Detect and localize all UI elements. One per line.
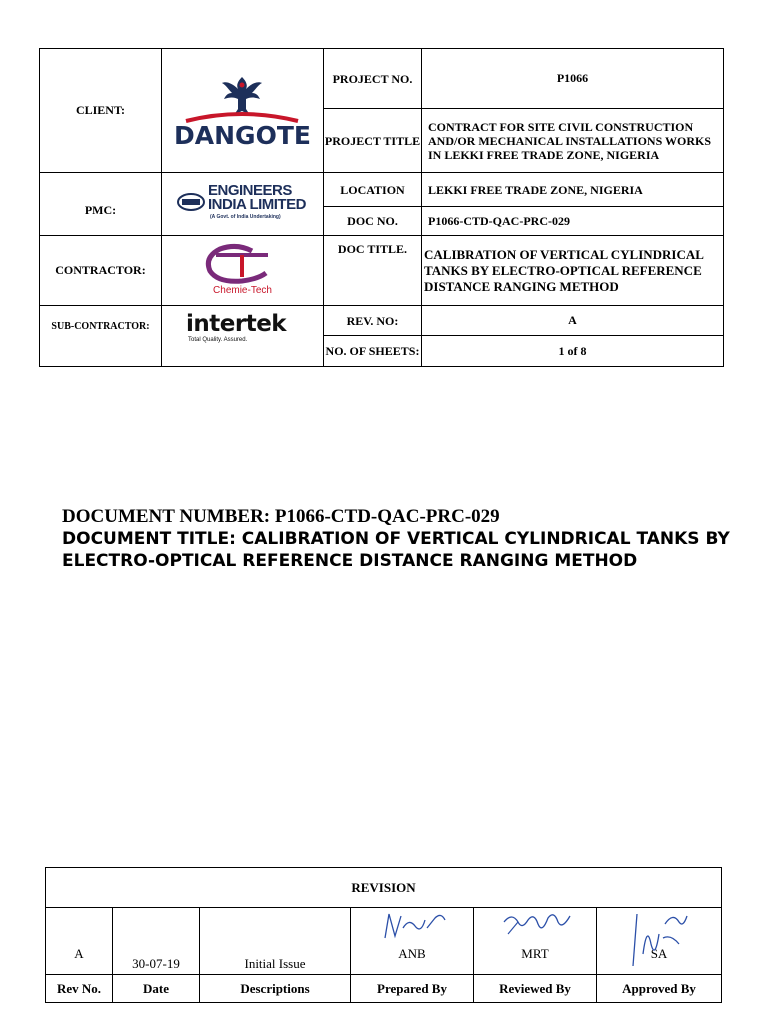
sheets-label: NO. OF SHEETS:: [324, 336, 422, 367]
prepared-initials: ANB: [398, 946, 426, 961]
revision-table: [45, 867, 722, 1003]
subcontractor-logo: [162, 306, 324, 367]
description-cell: Initial Issue: [200, 908, 351, 975]
col-rev-no: Rev No.: [46, 975, 113, 1003]
client-label: CLIENT:: [40, 49, 162, 173]
document-number: DOCUMENT NUMBER: P1066-CTD-QAC-PRC-029: [62, 506, 500, 527]
col-date: Date: [113, 975, 200, 1003]
reviewed-initials: MRT: [521, 946, 549, 961]
project-title-value: CONTRACT FOR SITE CIVIL CONSTRUCTION AND/OR MECHANICAL INSTALLATIONS WORKS IN LEKKI FREE TRADE ZONE, NIGERIA: [422, 109, 724, 173]
doc-no-value: P1066-CTD-QAC-PRC-029: [422, 207, 724, 236]
rev-no-value: A: [422, 306, 724, 336]
location-label: LOCATION: [324, 173, 422, 207]
approved-cell: [597, 908, 722, 975]
pmc-logo-line1: ENGINEERS: [208, 182, 292, 199]
contractor-logo: [162, 236, 324, 306]
date-cell: 30-07-19: [113, 908, 200, 975]
document-title-block: [62, 506, 742, 572]
eil-emblem-icon: [176, 192, 206, 212]
revision-heading: REVISION: [46, 868, 722, 908]
project-no-label: PROJECT NO.: [324, 49, 422, 109]
doc-title-label: DOC TITLE.: [324, 236, 422, 306]
rev-no-label: REV. NO:: [324, 306, 422, 336]
col-descriptions: Descriptions: [200, 975, 351, 1003]
project-no-value: P1066: [422, 49, 724, 109]
sheets-value: 1 of 8: [422, 336, 724, 367]
pmc-logo: [162, 173, 324, 236]
subcontractor-logo-text: intertek: [186, 311, 287, 337]
location-value: LEKKI FREE TRADE ZONE, NIGERIA: [422, 173, 724, 207]
contractor-logo-text: Chemie-Tech: [213, 284, 272, 296]
signature-sa: [617, 904, 707, 970]
subcontractor-tagline: Total Quality. Assured.: [188, 337, 248, 343]
pmc-logo-line2: INDIA LIMITED: [208, 196, 306, 213]
approved-initials: SA: [650, 946, 668, 961]
col-approved-by: Approved By: [597, 975, 722, 1003]
client-logo-text: DANGOTE: [174, 120, 311, 150]
contractor-label: CONTRACTOR:: [40, 236, 162, 306]
project-title-label: PROJECT TITLE: [324, 109, 422, 173]
header-table: [39, 48, 724, 367]
col-reviewed-by: Reviewed By: [474, 975, 597, 1003]
subcontractor-label-text: SUB-CONTRACTOR:: [51, 321, 150, 332]
prepared-cell: [351, 908, 474, 975]
chemie-tech-icon: [192, 243, 282, 287]
reviewed-cell: [474, 908, 597, 975]
pmc-label: PMC:: [40, 173, 162, 236]
doc-title-value: CALIBRATION OF VERTICAL CYLINDRICAL TANKS BY ELECTRO-OPTICAL REFERENCE DISTANCE RANGING METHOD: [422, 236, 724, 306]
signature-anb: [375, 908, 455, 944]
subcontractor-label: [40, 306, 162, 367]
document-title: DOCUMENT TITLE: CALIBRATION OF VERTICAL CYLINDRICAL TANKS BY ELECTRO-OPTICAL REFERENCE DISTANCE RANGING METHOD: [62, 529, 730, 571]
rev-cell: A: [46, 908, 113, 975]
client-logo: [162, 49, 324, 173]
signature-mrt: [498, 908, 578, 944]
col-prepared-by: Prepared By: [351, 975, 474, 1003]
pmc-logo-sub: (A Govt. of India Undertaking): [210, 214, 281, 220]
doc-no-label: DOC NO.: [324, 207, 422, 236]
